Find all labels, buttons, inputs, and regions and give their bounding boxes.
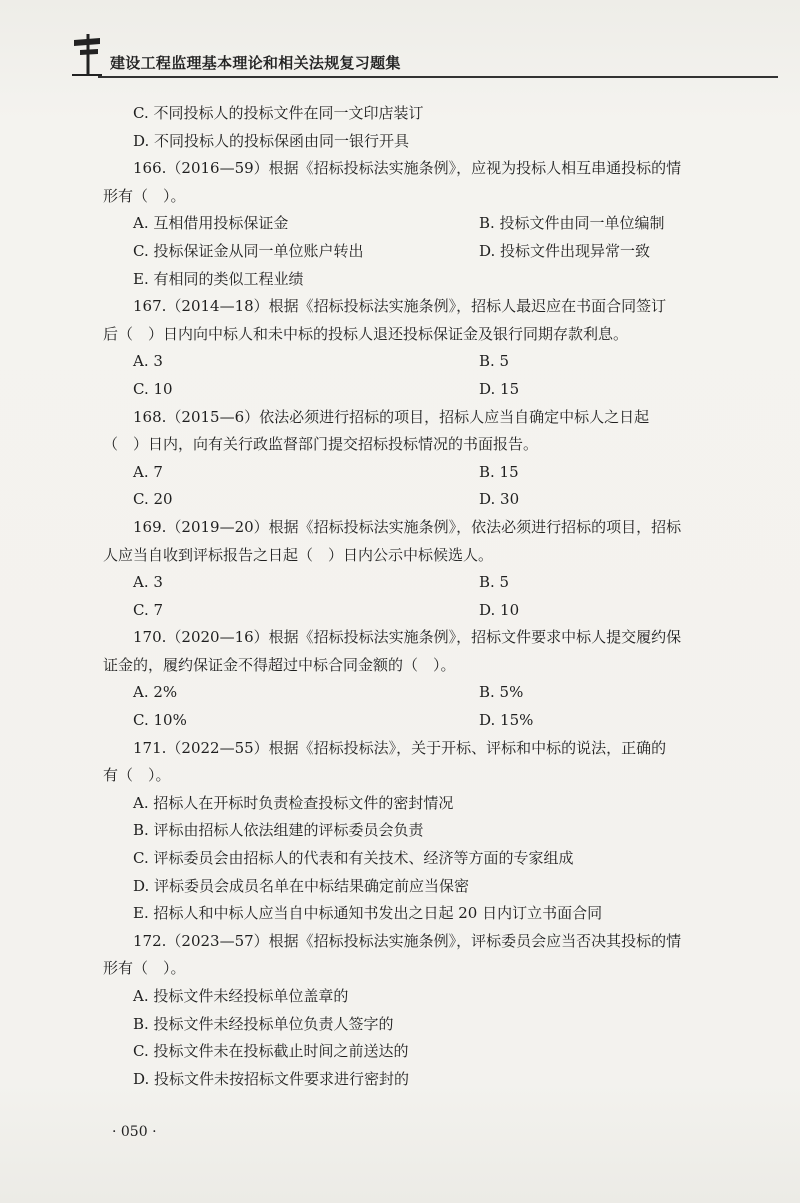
option-row — [103, 597, 725, 625]
option-text: A. 招标人在开标时负责检查投标文件的密封情况 — [133, 793, 454, 812]
question-stem: 170.（2020—16）根据《招标投标法实施条例》，招标文件要求中标人提交履约保 — [133, 628, 682, 647]
option-text: C. 评标委员会由招标人的代表和有关技术、经济等方面的专家组成 — [133, 849, 574, 868]
question-stem: 172.（2023—57）根据《招标投标法实施条例》，评标委员会应当否决其投标的情 — [133, 931, 682, 950]
option-text: D. 30 — [479, 490, 520, 509]
option-row — [103, 569, 725, 597]
option-row — [103, 348, 725, 376]
question-stem: 171.（2022—55）根据《招标投标法》，关于开标、评标和中标的说法，正确的 — [133, 738, 667, 757]
option-text: A. 3 — [133, 573, 163, 592]
option-text: E. 招标人和中标人应当自中标通知书发出之日起 20 日内订立书面合同 — [133, 904, 603, 923]
option-row — [103, 210, 725, 238]
option-text: C. 7 — [133, 600, 164, 619]
option-row — [103, 238, 725, 266]
option-text: B. 5 — [479, 573, 510, 592]
option-text: D. 10 — [479, 600, 520, 619]
option-text: C. 投标文件未在投标截止时间之前送达的 — [133, 1042, 409, 1061]
option-row — [103, 486, 725, 514]
question-stem-continued: 形有（ ）。 — [103, 186, 186, 205]
option-text: D. 15% — [479, 711, 534, 730]
page-header — [70, 30, 780, 80]
question-stem: 168.（2015—6）依法必须进行招标的项目，招标人应当自确定中标人之日起 — [133, 407, 650, 426]
option-row — [103, 707, 725, 735]
signpost-icon — [70, 30, 102, 76]
question-stem: 167.（2014—18）根据《招标投标法实施条例》，招标人最迟应在书面合同签订 — [133, 297, 667, 316]
option-text: C. 投标保证金从同一单位账户转出 — [133, 241, 364, 260]
option-text: A. 投标文件未经投标单位盖章的 — [133, 987, 349, 1005]
option-text: D. 评标委员会成员名单在中标结果确定前应当保密 — [133, 876, 470, 895]
option-row — [103, 459, 725, 487]
option-text: B. 投标文件未经投标单位负责人签字的 — [133, 1014, 394, 1033]
question-content — [103, 100, 725, 1093]
question-stem-continued: 人应当自收到评标报告之日起（ ）日内公示中标候选人。 — [103, 545, 494, 564]
option-text: A. 2% — [133, 683, 178, 702]
question-stem-continued: 形有（ ）。 — [103, 959, 186, 978]
page-number: · 050 · — [112, 1124, 157, 1140]
book-title: 建设工程监理基本理论和相关法规复习题集 — [110, 54, 401, 72]
option-text: A. 互相借用投标保证金 — [133, 214, 289, 233]
option-text: C. 不同投标人的投标文件在同一文印店装订 — [133, 104, 424, 122]
option-text: D. 投标文件出现异常一致 — [479, 241, 651, 260]
question-stem-continued: 后（ ）日内向中标人和未中标的投标人退还投标保证金及银行同期存款利息。 — [103, 324, 629, 343]
question-stem-continued: 证金的，履约保证金不得超过中标合同金额的（ ）。 — [103, 655, 456, 674]
option-text: B. 评标由招标人依法组建的评标委员会负责 — [133, 821, 424, 840]
option-text: B. 投标文件由同一单位编制 — [479, 214, 665, 233]
option-text: D. 15 — [479, 379, 520, 398]
option-text: D. 投标文件未按招标文件要求进行密封的 — [133, 1069, 410, 1088]
option-row — [103, 376, 725, 404]
option-text: B. 15 — [479, 462, 519, 481]
question-stem: 169.（2019—20）根据《招标投标法实施条例》，依法必须进行招标的项目，招标 — [133, 517, 682, 536]
question-stem-continued: 有（ ）。 — [103, 766, 171, 785]
option-text: E. 有相同的类似工程业绩 — [133, 269, 304, 288]
header-rule — [98, 76, 778, 78]
option-row — [103, 679, 725, 707]
option-text: C. 20 — [133, 490, 173, 509]
option-text: A. 3 — [133, 352, 163, 371]
option-text: B. 5 — [479, 352, 510, 371]
option-text: A. 7 — [133, 462, 163, 481]
option-text: C. 10% — [133, 711, 187, 730]
option-text: D. 不同投标人的投标保函由同一银行开具 — [133, 131, 410, 150]
question-stem-continued: （ ）日内，向有关行政监督部门提交招标投标情况的书面报告。 — [103, 435, 539, 454]
question-stem: 166.（2016—59）根据《招标投标法实施条例》，应视为投标人相互串通投标的情 — [133, 159, 682, 178]
option-text: C. 10 — [133, 379, 173, 398]
option-text: B. 5% — [479, 683, 524, 702]
